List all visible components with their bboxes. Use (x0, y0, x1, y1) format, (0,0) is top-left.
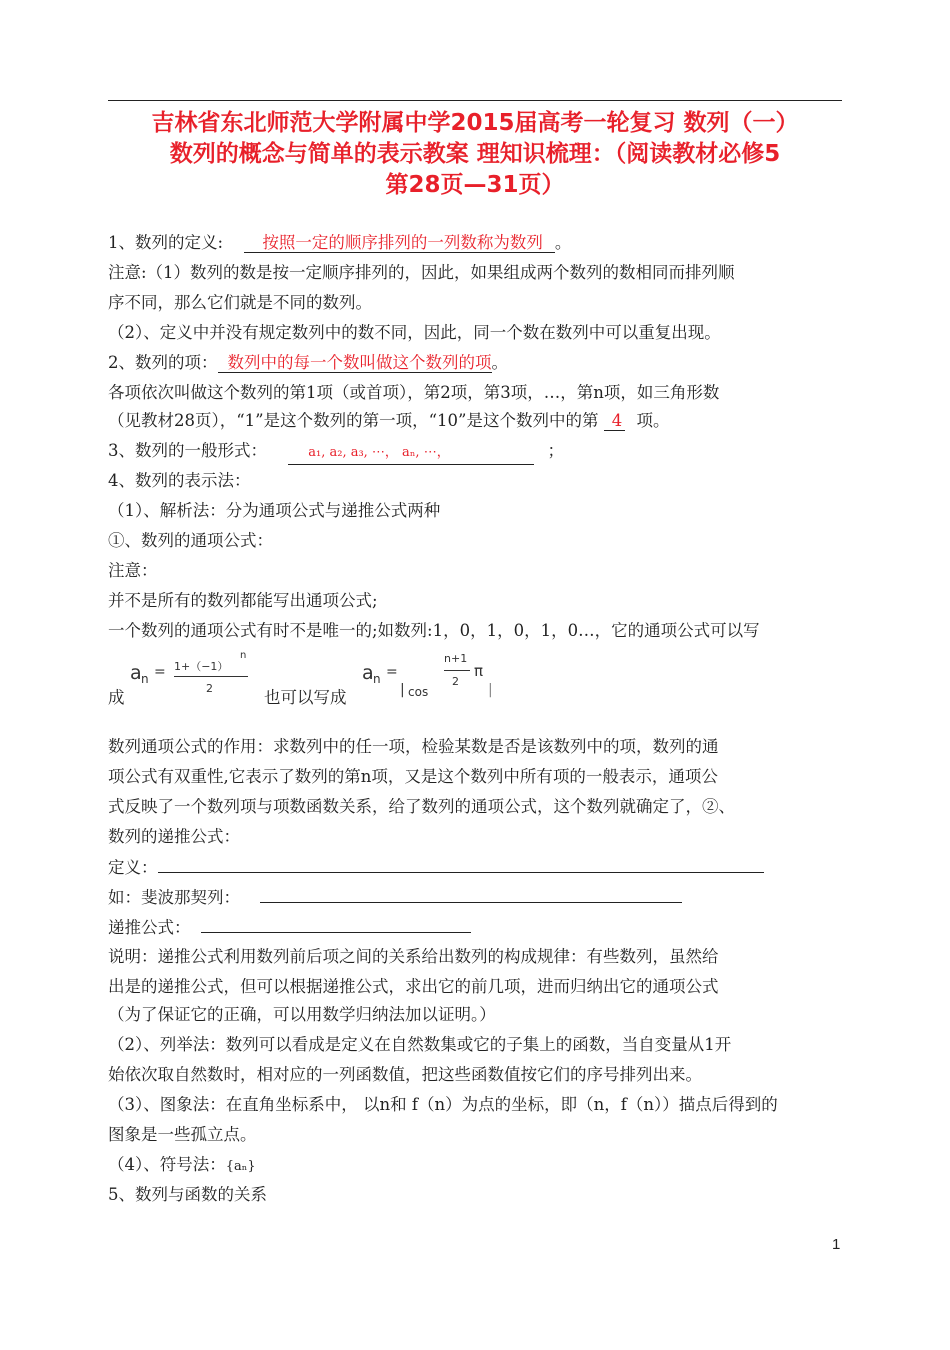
general-form-answer: a₁, a₂, a₃, ⋯， aₙ, ⋯， (288, 442, 534, 465)
fraction-1-numerator: 1+（−1） (174, 660, 229, 673)
usage-line-1: 数列通项公式的作用：求数列中的任一项，检验某数是否是该数列中的项，数列的通 (108, 737, 719, 756)
definition-blank (158, 856, 764, 873)
definition-answer: 按照一定的顺序排列的一列数称为数列 (244, 233, 555, 253)
term-answer: 数列中的每一个数叫做这个数列的项 (218, 353, 492, 373)
header-rule (108, 100, 842, 101)
explain-line-1: 说明：递推公式利用数列前后项之间的关系给出数列的构成规律：有些数列，虽然给 (108, 947, 719, 966)
note-line-3: （2）、定义中并没有规定数列中的数不同，因此，同一个数在数列中可以重复出现。 (108, 323, 721, 342)
usage-line-4: 数列的递推公式： (108, 827, 240, 846)
usage-line-3: 式反映了一个数列项与项数函数关系，给了数列的通项公式，这个数列就确定了，②、 (108, 797, 735, 816)
fibonacci-fill-line: 如：斐波那契列： (108, 886, 848, 909)
fraction-2-numerator: n+1 (444, 652, 468, 665)
representation-heading: 4、数列的表示法： (108, 471, 251, 490)
usage-line-2: 项公式有双重性,它表示了数列的第n项，又是这个数列中所有项的一般表示，通项公 (108, 767, 718, 786)
note-line-1: 注意:（1）数列的数是按一定顺序排列的，因此，如果组成两个数列的数相同而排列顺 (108, 263, 735, 282)
graph-method-line-2: 图象是一些孤立点。 (108, 1125, 257, 1144)
sequence-symbol: {aₙ} (225, 1159, 256, 1174)
title-line-1: 吉林省东北师范大学附属中学2015届高考一轮复习 数列（一） (151, 110, 799, 136)
note-item-1: 并不是所有的数列都能写出通项公式; (108, 591, 378, 610)
listing-method-line-1: （2）、列举法：数列可以看成是定义在自然数集或它的子集上的函数，当自变量从1开 (108, 1035, 732, 1054)
terms-line-1: 各项依次叫做这个数列的第1项（或首项），第2项，第3项，…，第n项，如三角形数 (108, 383, 720, 402)
symbol-method-line: （4）、符号法：{aₙ} (108, 1155, 256, 1174)
title-line-3: 第28页—31页） (385, 172, 565, 198)
fibonacci-blank (260, 886, 682, 903)
definition-fill-line: 定义： (108, 856, 848, 879)
title-line-2: 数列的概念与简单的表示教案 理知识梳理：（阅读教材必修5 (169, 141, 781, 167)
definition-line: 1、数列的定义: 按照一定的顺序排列的一列数称为数列 。 (108, 233, 572, 252)
listing-method-line-2: 始依次取自然数时，相对应的一列函数值，把这些函数值按它们的序号排列出来。 (108, 1065, 702, 1084)
terms-line-2: （见教材28页），“1”是这个数列的第一项，“10”是这个数列中的第 4 项。 (108, 411, 670, 430)
graph-method-line-1: （3）、图象法：在直角坐标系中， 以n和 f（n）为点的坐标，即（n，f（n））描点后得到的 (108, 1095, 778, 1114)
recursive-blank (201, 916, 471, 933)
fraction-1-bar (174, 676, 248, 677)
general-term-heading: ①、数列的通项公式： (108, 531, 273, 550)
sequence-function-heading: 5、数列与函数的关系 (108, 1185, 267, 1204)
note-item-2: 一个数列的通项公式有时不是唯一的;如数列:1，0，1，0，1，0…，它的通项公式可以写 (108, 621, 760, 640)
analytic-method: （1）、解析法：分为通项公式与递推公式两种 (108, 501, 441, 520)
fraction-1-denominator: 2 (206, 682, 213, 695)
note-label: 注意： (108, 561, 158, 580)
general-form-line: 3、数列的一般形式： a₁, a₂, a₃, ⋯， aₙ, ⋯， ； (108, 440, 848, 465)
document-title (108, 108, 842, 201)
general-term-formulas: 成 a n = 1+（−1） n 2 也可以写成 a n = | cos n+1 2 π | (108, 650, 493, 707)
recursive-fill-line: 递推公式： (108, 916, 848, 939)
fraction-2-denominator: 2 (452, 675, 459, 688)
explain-line-3: （为了保证它的正确，可以用数学归纳法加以证明。） (108, 1005, 496, 1024)
term-definition-line: 2、数列的项： 数列中的每一个数叫做这个数列的项。 (108, 353, 508, 372)
fraction-2-bar (444, 670, 470, 671)
explain-line-2: 出是的递推公式，但可以根据递推公式，求出它的前几项，进而归纳出它的通项公式 (108, 977, 719, 996)
note-line-2: 序不同，那么它们就是不同的数列。 (108, 293, 372, 312)
terms-answer: 4 (604, 411, 626, 431)
page-number: 1 (832, 1236, 841, 1253)
